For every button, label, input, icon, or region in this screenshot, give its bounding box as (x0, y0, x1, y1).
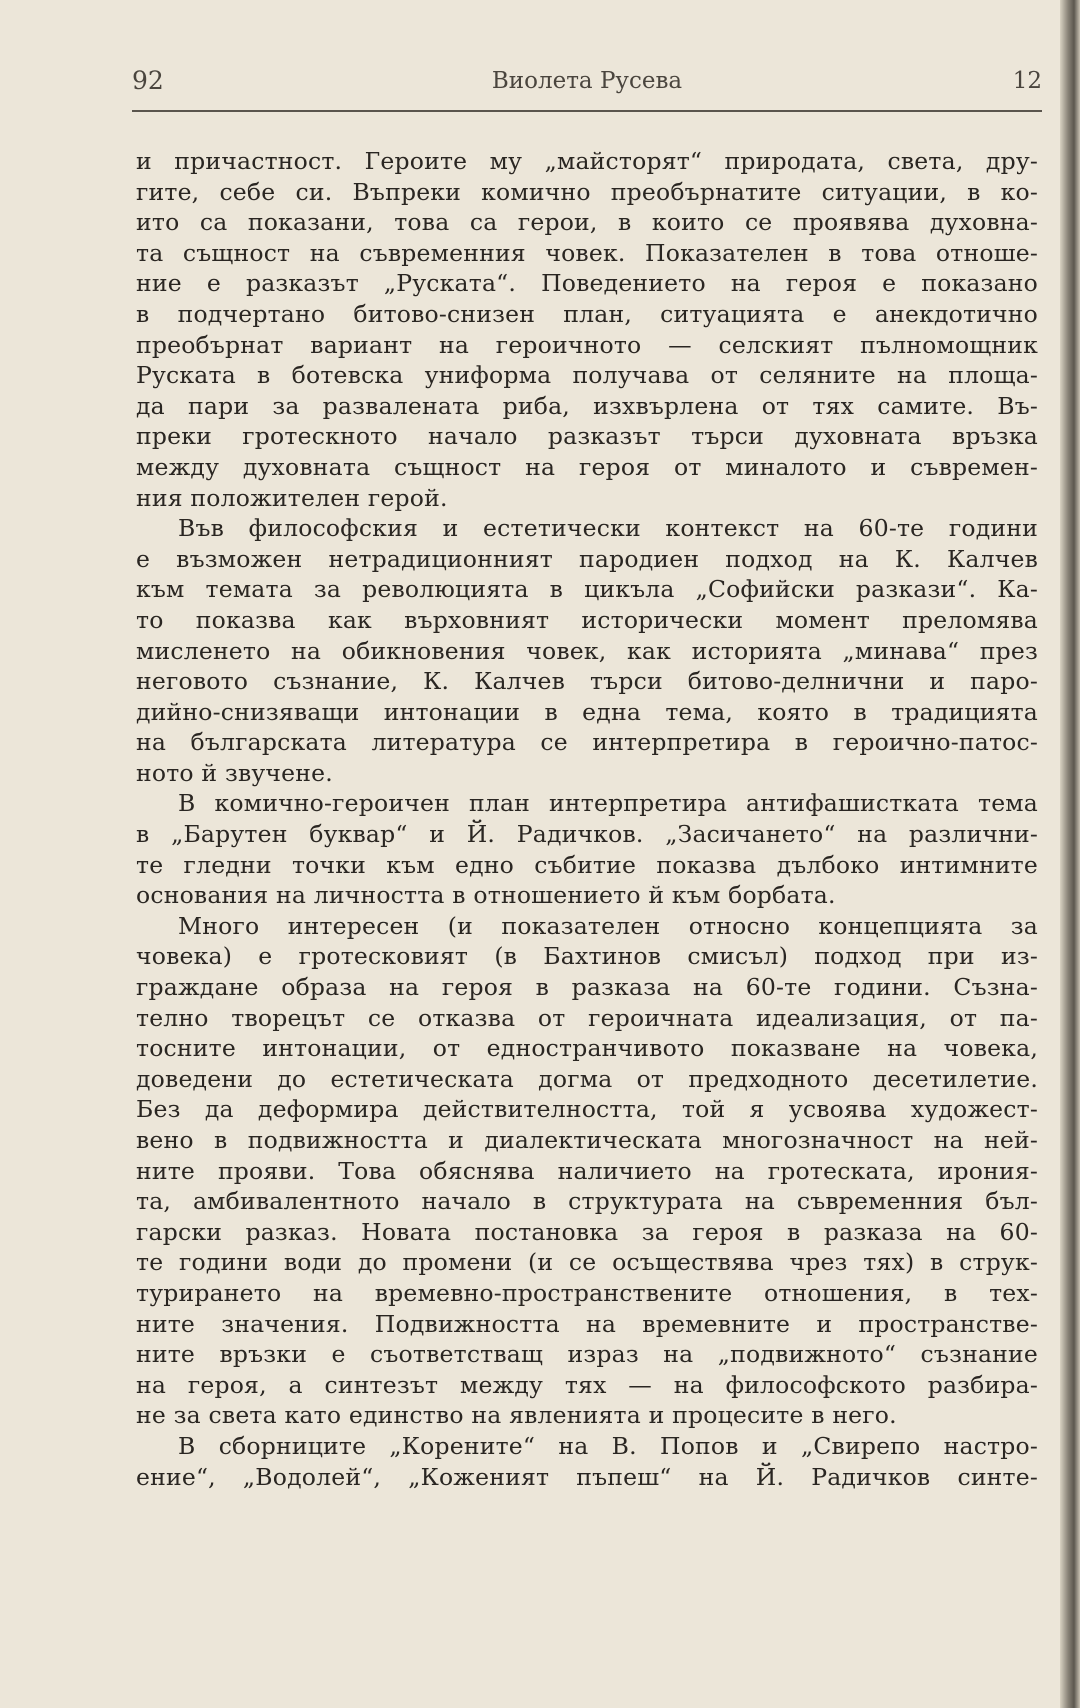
text-line: в подчертано битово-снизен план, ситуацията е анекдотично (136, 299, 1038, 328)
text-line: ните значения. Подвижността на времевните и пространстве- (136, 1309, 1038, 1338)
text-line: и причастност. Героите му „майсторят“ природата, света, дру- (136, 147, 1038, 175)
chapter-number: 12 (1012, 68, 1042, 94)
text-line: вено в подвижността и диалектическата многозначност на ней- (136, 1126, 1038, 1154)
text-line: между духовната същност на героя от миналото и съвремен- (136, 452, 1038, 481)
text-line: Във философския и естетически контекст на 60-те години (178, 514, 1038, 543)
running-header (132, 66, 1042, 106)
text-line: та същност на съвременния човек. Показателен в това отноше- (136, 238, 1038, 267)
header-rule (132, 110, 1042, 112)
text-line: на българската литература се интерпретира в героично-патос- (136, 728, 1038, 757)
text-line: ение“, „Водолей“, „Коженият пъпеш“ на Й. Радичков синте- (136, 1462, 1038, 1491)
text-line: Много интересен (и показателен относно концепцията за (178, 911, 1038, 940)
text-line: преобърнат вариант на героичното — селският пълномощник (136, 330, 1038, 359)
text-line: те гледни точки към едно събитие показва дълбоко интимните (136, 850, 1038, 879)
text-line: човека) е гротесковият (в Бахтинов смисъл) подход при из- (136, 942, 1038, 971)
text-line: ние е разказът „Руската“. Поведението на героя е показано (136, 269, 1038, 298)
text-line: да пари за развалената риба, изхвърлена от тях самите. Въ- (136, 391, 1038, 420)
text-line: към темата за революцията в цикъла „Софийски разкази“. Ка- (136, 575, 1038, 604)
text-line: основания на личността в отношението й към борбата. (136, 881, 836, 910)
text-line: турирането на времевно-пространствените отношения, в тех- (136, 1278, 1038, 1307)
text-line: граждане образа на героя в разказа на 60-те години. Съзна- (136, 973, 1038, 1002)
paragraph (136, 1431, 1038, 1492)
text-line: В сборниците „Корените“ на В. Попов и „Свирепо настро- (178, 1431, 1038, 1460)
text-line: то показва как върховният исторически момент преломява (136, 605, 1038, 634)
page-number: 92 (132, 66, 164, 95)
text-line: ните прояви. Това обяснява наличието на гротеската, ирония- (136, 1156, 1038, 1185)
text-line: преки гротескното начало разказът търси духовната връзка (136, 422, 1038, 451)
body-text (136, 146, 1038, 1492)
text-line: Без да деформира действителността, той я усвоява художест- (136, 1095, 1038, 1124)
text-line: В комично-героичен план интерпретира антифашистката тема (178, 789, 1038, 818)
text-line: те години води до промени (и се осъществява чрез тях) в струк- (136, 1248, 1038, 1277)
text-line: ито са показани, това са герои, в които се проявява духовна- (136, 208, 1038, 237)
text-line: тосните интонации, от едностранчивото показване на човека, (136, 1034, 1038, 1063)
paragraph (136, 788, 1038, 910)
text-line: гарски разказ. Новата постановка за героя в разказа на 60- (136, 1217, 1038, 1246)
text-line: та, амбивалентното начало в структурата на съвременния бъл- (136, 1187, 1038, 1216)
text-line: дийно-снизяващи интонации в една тема, която в традицията (136, 697, 1038, 726)
paragraph (136, 146, 1038, 513)
text-line: мисленето на обикновения човек, как историята „минава“ през (136, 636, 1038, 665)
text-line: Руската в ботевска униформа получава от селяните на площа- (136, 361, 1038, 390)
text-line: в „Барутен буквар“ и Й. Радичков. „Засичането“ на различни- (136, 820, 1038, 849)
text-line: на героя, а синтезът между тях — на философското разбира- (136, 1370, 1038, 1399)
paragraph (136, 911, 1038, 1431)
paragraph (136, 513, 1038, 788)
text-line: ните връзки е съответстващ израз на „подвижното“ съзнание (136, 1340, 1038, 1369)
text-line: не за света като единство на явленията и процесите в него. (136, 1401, 897, 1430)
running-header-author: Виолета Русева (491, 68, 683, 94)
text-line: ното й звучене. (136, 758, 333, 787)
text-line: е възможен нетрадиционният пародиен подход на К. Калчев (136, 544, 1038, 573)
text-line: телно творецът се отказва от героичната идеализация, от па- (136, 1003, 1038, 1032)
text-line: ния положителен герой. (136, 483, 448, 512)
text-line: гите, себе си. Въпреки комично преобърнатите ситуации, в ко- (136, 177, 1038, 206)
text-line: неговото съзнание, К. Калчев търси битово-делнични и паро- (136, 667, 1038, 696)
text-line: доведени до естетическата догма от предходното десетилетие. (136, 1064, 1038, 1093)
page-edge (1060, 0, 1080, 1708)
